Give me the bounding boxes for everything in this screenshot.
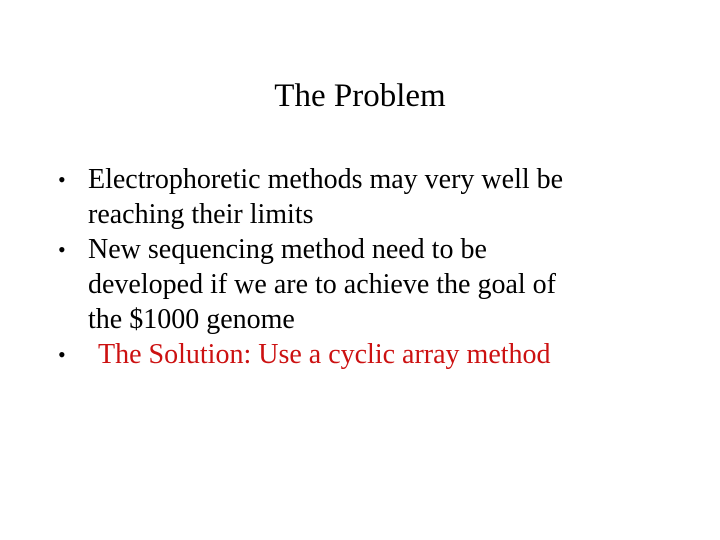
bullet-text-line: New sequencing method need to be [88,234,487,265]
bullet-text-line: the $1000 genome [88,304,295,335]
bullet-icon: • [58,167,66,192]
bullet-text-line: developed if we are to achieve the goal of [88,269,557,300]
bullet-text-line: Electrophoretic methods may very well be [88,164,564,195]
bullet-text-line: reaching their limits [88,199,314,230]
slide-title: The Problem [274,78,446,114]
bullet-icon: • [58,342,66,367]
bullet-text-line: The Solution: Use a cyclic array method [98,339,551,370]
bullet-item-solution [58,337,698,372]
bullet-icon: • [58,237,66,262]
bullet-item [58,232,698,337]
bullet-list [58,162,698,372]
bullet-item [58,162,698,232]
